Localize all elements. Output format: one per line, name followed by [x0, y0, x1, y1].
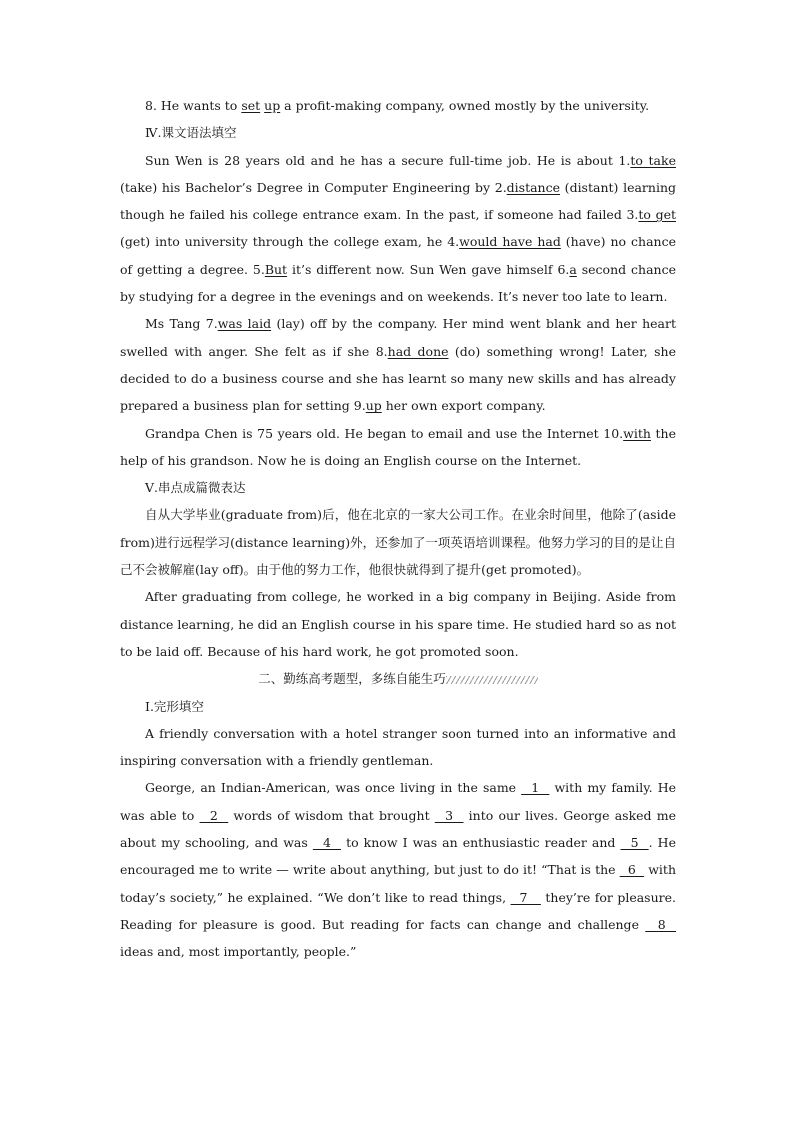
cloze-blank-6[interactable]: 6	[619, 862, 645, 878]
answer-set: set	[241, 98, 261, 113]
section-4-heading: Ⅳ.课文语法填空	[145, 125, 237, 141]
exercise-line-8: 8. He wants to set up a profit-making company, owned mostly by the university.	[145, 98, 650, 113]
document-page	[120, 92, 676, 966]
answer-3: to get	[638, 207, 676, 223]
cloze-blank-7[interactable]: 7	[510, 889, 541, 905]
part-2-heading: 二、勤练高考题型，多练自能生巧	[120, 665, 676, 692]
cloze-blank-3[interactable]: 3	[434, 807, 464, 823]
answer-9: up	[365, 398, 382, 414]
cloze-paragraph-2: George, an Indian-American, was once living in the same 1 with my family. He was able to 2 words of wisdom that brought 3 into our lives. George asked me about my schooling, and was 4 to know I was an enthusiastic reader and 5 . He encouraged me to write — write about anything, but just to do it! “That is the 6 with today’s society,” he explained. “We don’t like to read things, 7 they’re for pleasure. Reading for pleasure is good. But reading for facts can change and challenge 8 ideas and, most importantly, people.”	[120, 780, 677, 960]
section-5-english-answer: After graduating from college, he worked in a big company in Beijing. Aside from distance learning, he did an English course in his spare time. He studied hard so as not to be laid off. Because of his hard work, he got promoted soon.	[120, 589, 676, 659]
section-4-paragraph-3: Grandpa Chen is 75 years old. He began to email and use the Internet 10.with the help of his grandson. Now he is doing an English course on the Internet.	[120, 425, 676, 468]
answer-2: distance	[506, 179, 561, 195]
answer-1: to take	[630, 152, 676, 168]
cloze-blank-5[interactable]: 5	[620, 835, 649, 851]
answer-5: But	[264, 261, 288, 277]
answer-6: a	[569, 261, 577, 277]
section-1-heading: Ⅰ.完形填空	[145, 698, 204, 714]
section-4-paragraph-1: Sun Wen is 28 years old and he has a secure full-time job. He is about 1.to take (take) his Bachelor’s Degree in Computer Engineering by 2.distance (distant) learning though he failed his college entrance exam. In the past, if someone had failed 3.to get (get) into university through the college exam, he 4.would have had (have) no chance of getting a degree. 5.But it’s different now. Sun Wen gave himself 6.a second chance by studying for a degree in the evenings and on weekends. It’s never too late to learn.	[120, 152, 676, 305]
cloze-paragraph-1: A friendly conversation with a hotel stranger soon turned into an informative and inspiring conversation with a friendly gentleman.	[120, 725, 676, 769]
cloze-blank-2[interactable]: 2	[199, 807, 229, 823]
cloze-blank-4[interactable]: 4	[312, 835, 342, 851]
section-4-paragraph-2: Ms Tang 7.was laid (lay) off by the company. Her mind went blank and her heart swelled with anger. She felt as if she 8.had done (do) something wrong! Later, she decided to do a business course and she has learnt so many new skills and has already prepared a business plan for setting 9.up her own export company.	[120, 316, 676, 414]
answer-7: was laid	[217, 316, 272, 332]
answer-4: would have had	[459, 234, 561, 250]
answer-up: up	[264, 98, 281, 113]
hatch-decoration	[446, 676, 538, 684]
cloze-blank-8[interactable]: 8	[645, 916, 677, 932]
cloze-blank-1[interactable]: 1	[521, 780, 550, 796]
answer-8: had done	[387, 343, 449, 359]
section-5-heading: Ⅴ.串点成篇微表达	[145, 480, 246, 496]
section-5-chinese-prompt: 自从大学毕业(graduate from)后，他在北京的一家大公司工作。在业余时间里，他除了(aside from)进行远程学习(distance learning)外，还参加了一项英语培训课程。他努力学习的目的是让自己不会被解雇(lay off)。由于他的努力工作，他很快就得到了提升(get promoted)。	[120, 507, 676, 578]
answer-10: with	[623, 425, 651, 441]
